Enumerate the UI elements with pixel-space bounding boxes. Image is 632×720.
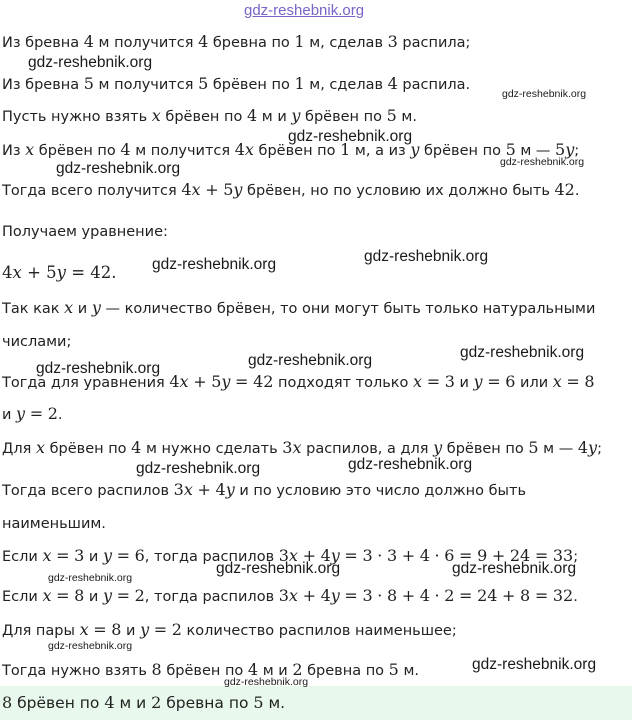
text-line-5: Тогда всего получится 4x + 5y брёвен, но по условию их должно быть 42. <box>2 180 580 199</box>
watermark: gdz-reshebnik.org <box>502 88 587 100</box>
watermark-top[interactable]: gdz-reshebnik.org <box>244 2 365 19</box>
watermark: gdz-reshebnik.org <box>28 54 153 71</box>
answer-box: 8 брёвен по 4 м и 2 бревна по 5 м. <box>0 686 632 720</box>
text-line-16: Если x = 8 и y = 2, тогда распилов 3x + 4y = 3 · 8 + 4 · 2 = 24 + 8 = 32. <box>2 586 578 605</box>
watermark: gdz-reshebnik.org <box>36 360 161 377</box>
watermark: gdz-reshebnik.org <box>152 256 277 273</box>
watermark: gdz-reshebnik.org <box>364 248 489 265</box>
watermark: gdz-reshebnik.org <box>348 456 473 473</box>
watermark: gdz-reshebnik.org <box>48 572 133 584</box>
text-line-8: Так как x и y — количество брёвен, то они могут быть только натуральными <box>2 298 596 317</box>
watermark: gdz-reshebnik.org <box>248 352 373 369</box>
text-line-4: Из x брёвен по 4 м получится 4x брёвен по 1 м, а из y брёвен по 5 м — 5y; <box>2 140 580 159</box>
watermark: gdz-reshebnik.org <box>224 676 309 688</box>
text-line-1: Из бревна 4 м получится 4 бревна по 1 м, сделав 3 распила; <box>2 32 471 51</box>
watermark: gdz-reshebnik.org <box>452 560 577 577</box>
text-line-12: Для x брёвен по 4 м нужно сделать 3x распилов, а для y брёвен по 5 м — 4y; <box>2 438 602 457</box>
watermark: gdz-reshebnik.org <box>216 560 341 577</box>
watermark: gdz-reshebnik.org <box>136 460 261 477</box>
text-line-9: числами; <box>2 334 72 350</box>
text-line-15: Если x = 3 и y = 6, тогда распилов 3x + 4y = 3 · 3 + 4 · 6 = 9 + 24 = 33; <box>2 546 579 565</box>
text-line-18: Тогда нужно взять 8 брёвен по 4 м и 2 бревна по 5 м. <box>2 660 420 679</box>
watermark: gdz-reshebnik.org <box>472 656 597 673</box>
watermark: gdz-reshebnik.org <box>48 640 133 652</box>
text-line-14: наименьшим. <box>2 516 106 532</box>
watermark: gdz-reshebnik.org <box>460 344 585 361</box>
equation: 4x + 5y = 42. <box>2 263 117 282</box>
text-line-2: Из бревна 5 м получится 5 брёвен по 1 м, сделав 4 распила. <box>2 74 471 93</box>
watermark: gdz-reshebnik.org <box>288 128 413 145</box>
watermark: gdz-reshebnik.org <box>500 156 585 168</box>
text-line-17: Для пары x = 8 и y = 2 количество распилов наименьшее; <box>2 620 457 639</box>
text-line-6: Получаем уравнение: <box>2 224 168 240</box>
text-line-3: Пусть нужно взять x брёвен по 4 м и y брёвен по 5 м. <box>2 106 417 125</box>
text-line-11: и y = 2. <box>2 404 63 423</box>
text-line-13: Тогда всего распилов 3x + 4y и по условию это число должно быть <box>2 480 526 499</box>
text-line-10: Тогда для уравнения 4x + 5y = 42 подходят только x = 3 и y = 6 или x = 8 <box>2 372 595 391</box>
watermark: gdz-reshebnik.org <box>56 160 181 177</box>
